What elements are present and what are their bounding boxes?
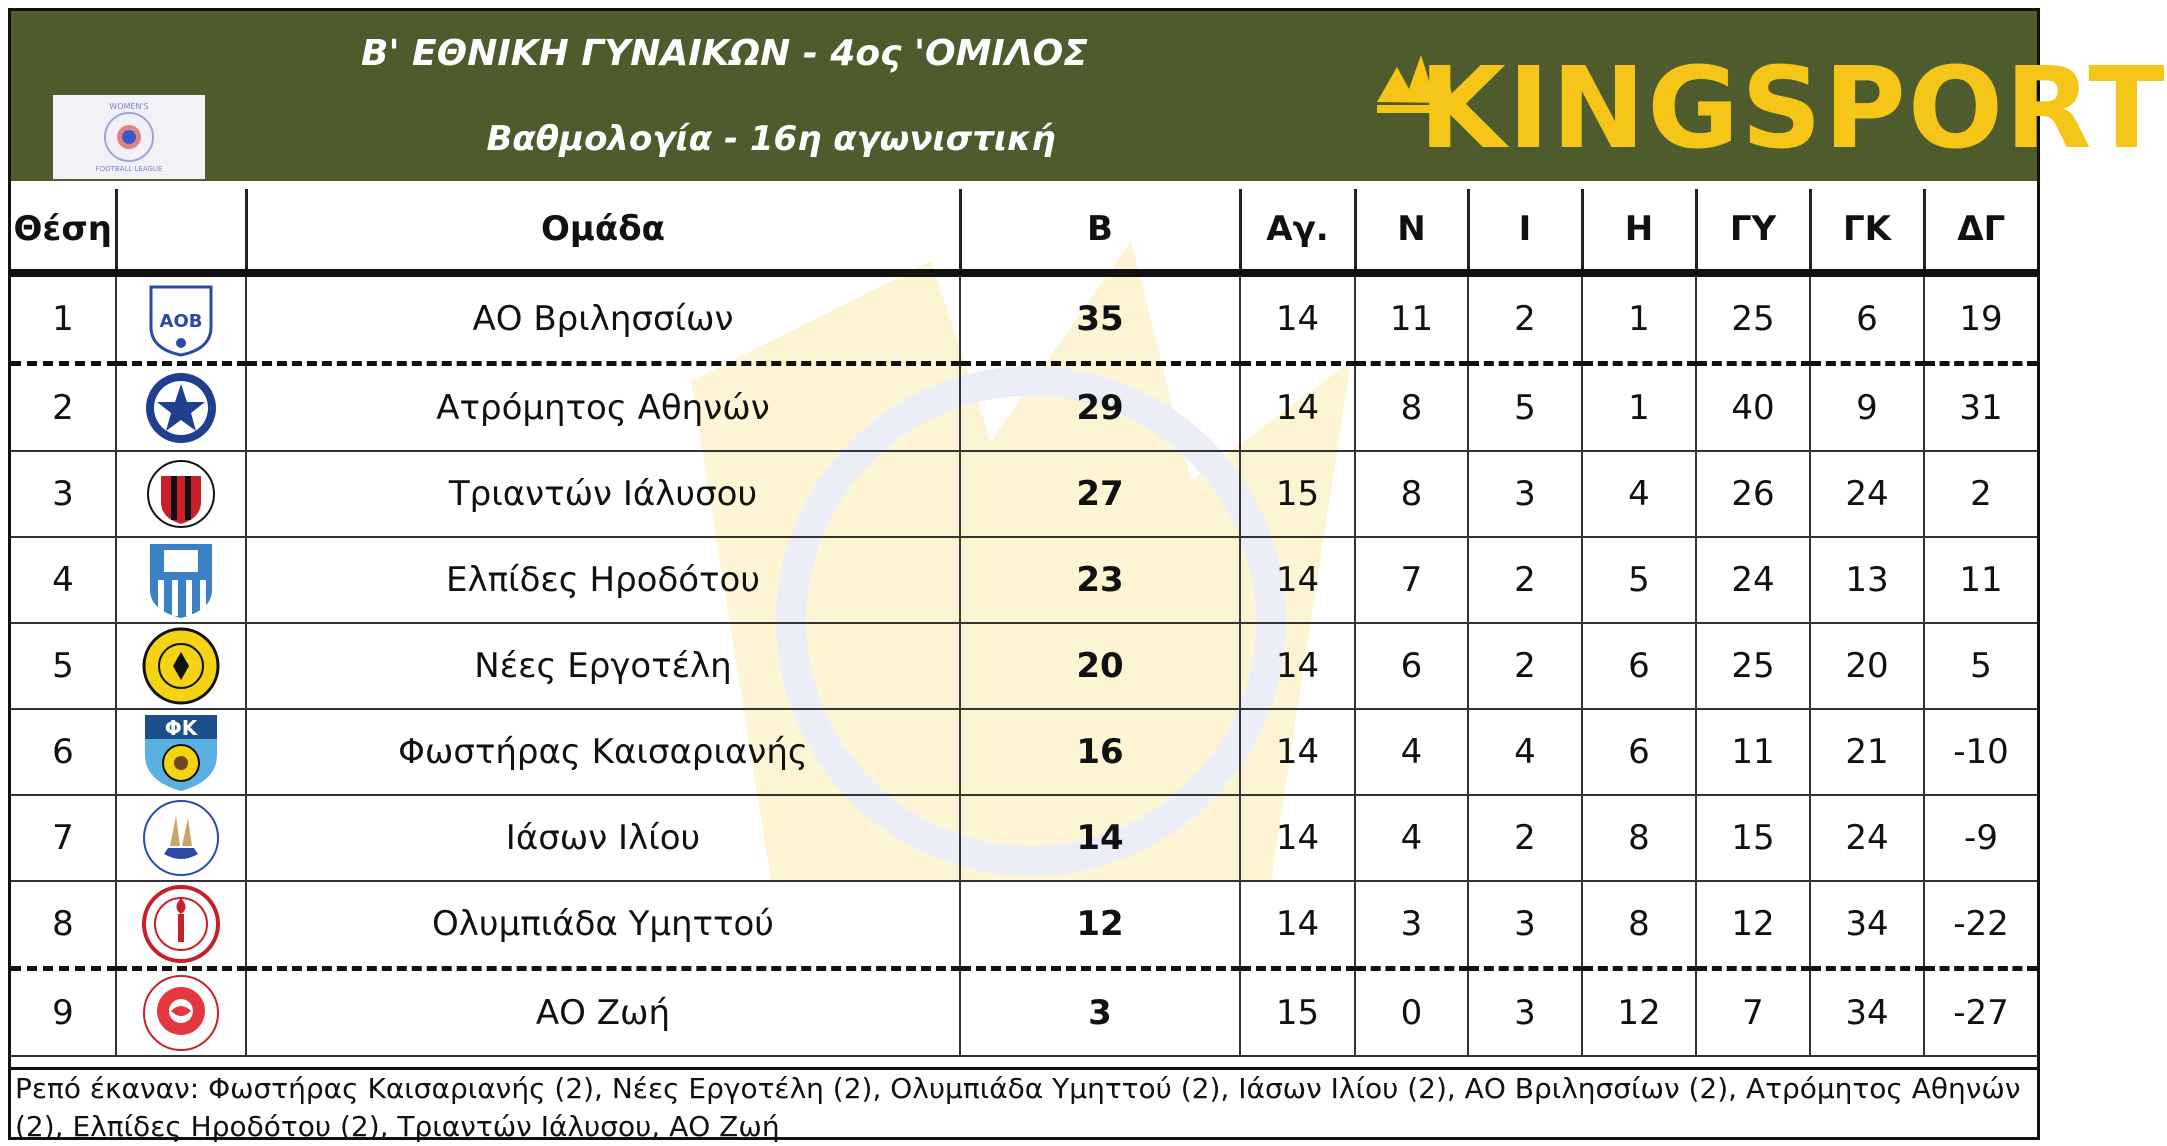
col-header-goals-against: ΓΚ — [1810, 189, 1924, 273]
wins-cell: 4 — [1355, 795, 1468, 881]
goals-for-cell: 26 — [1696, 451, 1810, 537]
table-row — [11, 969, 2037, 1057]
position-cell: 6 — [11, 709, 116, 795]
position-cell: 9 — [11, 969, 116, 1057]
col-header-points: Β — [960, 189, 1240, 273]
table-row — [11, 451, 2037, 537]
points-cell: 27 — [960, 451, 1240, 537]
col-header-goals-for: ΓΥ — [1696, 189, 1810, 273]
position-cell: 2 — [11, 364, 116, 452]
col-header-crest — [116, 189, 246, 273]
goals-for-cell: 40 — [1696, 364, 1810, 452]
striped-crest-icon — [146, 456, 216, 532]
goals-for-cell: 15 — [1696, 795, 1810, 881]
standings-graphic — [8, 8, 2167, 1143]
table-row — [11, 537, 2037, 623]
goal-diff-cell: 5 — [1924, 623, 2037, 709]
goals-against-cell: 24 — [1810, 795, 1924, 881]
table-header-row — [11, 189, 2037, 273]
svg-text:ΦΚ: ΦΚ — [164, 716, 198, 740]
table-row — [11, 709, 2037, 795]
team-name-cell: Ατρόμητος Αθηνών — [246, 364, 960, 452]
col-header-team: Ομάδα — [246, 189, 960, 273]
points-cell: 29 — [960, 364, 1240, 452]
goal-diff-cell: 31 — [1924, 364, 2037, 452]
points-cell: 16 — [960, 709, 1240, 795]
goals-against-cell: 6 — [1810, 273, 1924, 364]
brand-name: KINGSPORT — [1419, 44, 2167, 174]
team-name-cell: ΑΟ Βριλησσίων — [246, 273, 960, 364]
played-cell: 14 — [1240, 709, 1355, 795]
goal-diff-cell: -9 — [1924, 795, 2037, 881]
torch-crest-icon — [140, 884, 222, 964]
losses-cell: 8 — [1582, 795, 1696, 881]
points-cell: 14 — [960, 795, 1240, 881]
league-logo — [53, 95, 205, 179]
table-row — [11, 795, 2037, 881]
wins-cell: 4 — [1355, 709, 1468, 795]
played-cell: 15 — [1240, 451, 1355, 537]
svg-text:ΑΟΒ: ΑΟΒ — [159, 311, 203, 332]
aob-crest-icon — [146, 281, 216, 357]
goals-against-cell: 20 — [1810, 623, 1924, 709]
draws-cell: 2 — [1468, 623, 1582, 709]
team-name-cell: ΑΟ Ζωή — [246, 969, 960, 1057]
losses-cell: 6 — [1582, 623, 1696, 709]
goal-diff-cell: -27 — [1924, 969, 2037, 1057]
draws-cell: 5 — [1468, 364, 1582, 452]
shield-crest-icon — [146, 540, 216, 620]
team-name-cell: Φωστήρας Καισαριανής — [246, 709, 960, 795]
goal-diff-cell: 19 — [1924, 273, 2037, 364]
position-cell: 1 — [11, 273, 116, 364]
league-logo-icon — [89, 99, 169, 175]
red-crest-icon — [140, 973, 222, 1053]
wins-cell: 7 — [1355, 537, 1468, 623]
goals-against-cell: 21 — [1810, 709, 1924, 795]
losses-cell: 1 — [1582, 273, 1696, 364]
goals-for-cell: 24 — [1696, 537, 1810, 623]
points-cell: 12 — [960, 881, 1240, 969]
wins-cell: 6 — [1355, 623, 1468, 709]
played-cell: 14 — [1240, 273, 1355, 364]
goals-against-cell: 34 — [1810, 881, 1924, 969]
goals-for-cell: 25 — [1696, 623, 1810, 709]
goal-diff-cell: -10 — [1924, 709, 2037, 795]
points-cell: 23 — [960, 537, 1240, 623]
wins-cell: 0 — [1355, 969, 1468, 1057]
col-header-position: Θέση — [11, 189, 116, 273]
draws-cell: 3 — [1468, 881, 1582, 969]
standings-table — [11, 189, 2037, 1057]
draws-cell: 2 — [1468, 537, 1582, 623]
played-cell: 14 — [1240, 795, 1355, 881]
team-name-cell: Νέες Εργοτέλη — [246, 623, 960, 709]
goals-for-cell: 11 — [1696, 709, 1810, 795]
points-cell: 35 — [960, 273, 1240, 364]
fk-crest-icon — [141, 711, 221, 793]
position-cell: 4 — [11, 537, 116, 623]
goal-diff-cell: 11 — [1924, 537, 2037, 623]
played-cell: 14 — [1240, 537, 1355, 623]
position-cell: 5 — [11, 623, 116, 709]
goal-diff-cell: -22 — [1924, 881, 2037, 969]
wins-cell: 3 — [1355, 881, 1468, 969]
svg-text:FOOTBALL LEAGUE: FOOTBALL LEAGUE — [95, 165, 163, 173]
points-cell: 3 — [960, 969, 1240, 1057]
ship-crest-icon — [140, 798, 222, 878]
position-cell: 8 — [11, 881, 116, 969]
wins-cell: 11 — [1355, 273, 1468, 364]
team-name-cell: Τριαντών Ιάλυσου — [246, 451, 960, 537]
yellow-crest-icon — [141, 626, 221, 706]
team-name-cell: Ιάσων Ιλίου — [246, 795, 960, 881]
draws-cell: 2 — [1468, 273, 1582, 364]
losses-cell: 1 — [1582, 364, 1696, 452]
goals-against-cell: 13 — [1810, 537, 1924, 623]
draws-cell: 2 — [1468, 795, 1582, 881]
bye-note: Ρεπό έκαναν: Φωστήρας Καισαριανής (2), Νέες Εργοτέλη (2), Ολυμπιάδα Υμηττού (2), Ιάσων Ιλίου (2), ΑΟ Βριλησσίων (2), Ατρόμητος Αθηνών (2), Ελπίδες Ηροδότου (2), Τριαντών Ιάλυσου, ΑΟ Ζωή — [11, 1067, 2037, 1146]
goals-against-cell: 34 — [1810, 969, 1924, 1057]
draws-cell: 3 — [1468, 451, 1582, 537]
team-name-cell: Ελπίδες Ηροδότου — [246, 537, 960, 623]
header-bar — [11, 11, 2167, 181]
col-header-wins: Ν — [1355, 189, 1468, 273]
goals-for-cell: 7 — [1696, 969, 1810, 1057]
table-row — [11, 881, 2037, 969]
position-cell: 3 — [11, 451, 116, 537]
table-row — [11, 364, 2037, 452]
losses-cell: 4 — [1582, 451, 1696, 537]
losses-cell: 5 — [1582, 537, 1696, 623]
brand-logo — [1367, 44, 2167, 174]
svg-text:WOMEN'S: WOMEN'S — [109, 102, 149, 111]
played-cell: 14 — [1240, 881, 1355, 969]
page-title: Β' ΕΘΝΙΚΗ ΓΥΝΑΙΚΩΝ - 4ος 'ΟΜΙΛΟΣ — [361, 33, 1088, 74]
team-name-cell: Ολυμπιάδα Υμηττού — [246, 881, 960, 969]
col-header-losses: Η — [1582, 189, 1696, 273]
goals-against-cell: 24 — [1810, 451, 1924, 537]
col-header-played: Αγ. — [1240, 189, 1355, 273]
played-cell: 14 — [1240, 623, 1355, 709]
draws-cell: 3 — [1468, 969, 1582, 1057]
table-row — [11, 273, 2037, 364]
points-cell: 20 — [960, 623, 1240, 709]
col-header-goal-diff: ΔΓ — [1924, 189, 2037, 273]
star-crest-icon — [143, 370, 219, 446]
wins-cell: 8 — [1355, 451, 1468, 537]
played-cell: 14 — [1240, 364, 1355, 452]
losses-cell: 12 — [1582, 969, 1696, 1057]
goals-for-cell: 25 — [1696, 273, 1810, 364]
position-cell: 7 — [11, 795, 116, 881]
col-header-draws: Ι — [1468, 189, 1582, 273]
losses-cell: 8 — [1582, 881, 1696, 969]
losses-cell: 6 — [1582, 709, 1696, 795]
draws-cell: 4 — [1468, 709, 1582, 795]
page-subtitle: Βαθμολογία - 16η αγωνιστική — [486, 119, 1056, 159]
goals-against-cell: 9 — [1810, 364, 1924, 452]
table-row — [11, 623, 2037, 709]
played-cell: 15 — [1240, 969, 1355, 1057]
wins-cell: 8 — [1355, 364, 1468, 452]
goals-for-cell: 12 — [1696, 881, 1810, 969]
goal-diff-cell: 2 — [1924, 451, 2037, 537]
